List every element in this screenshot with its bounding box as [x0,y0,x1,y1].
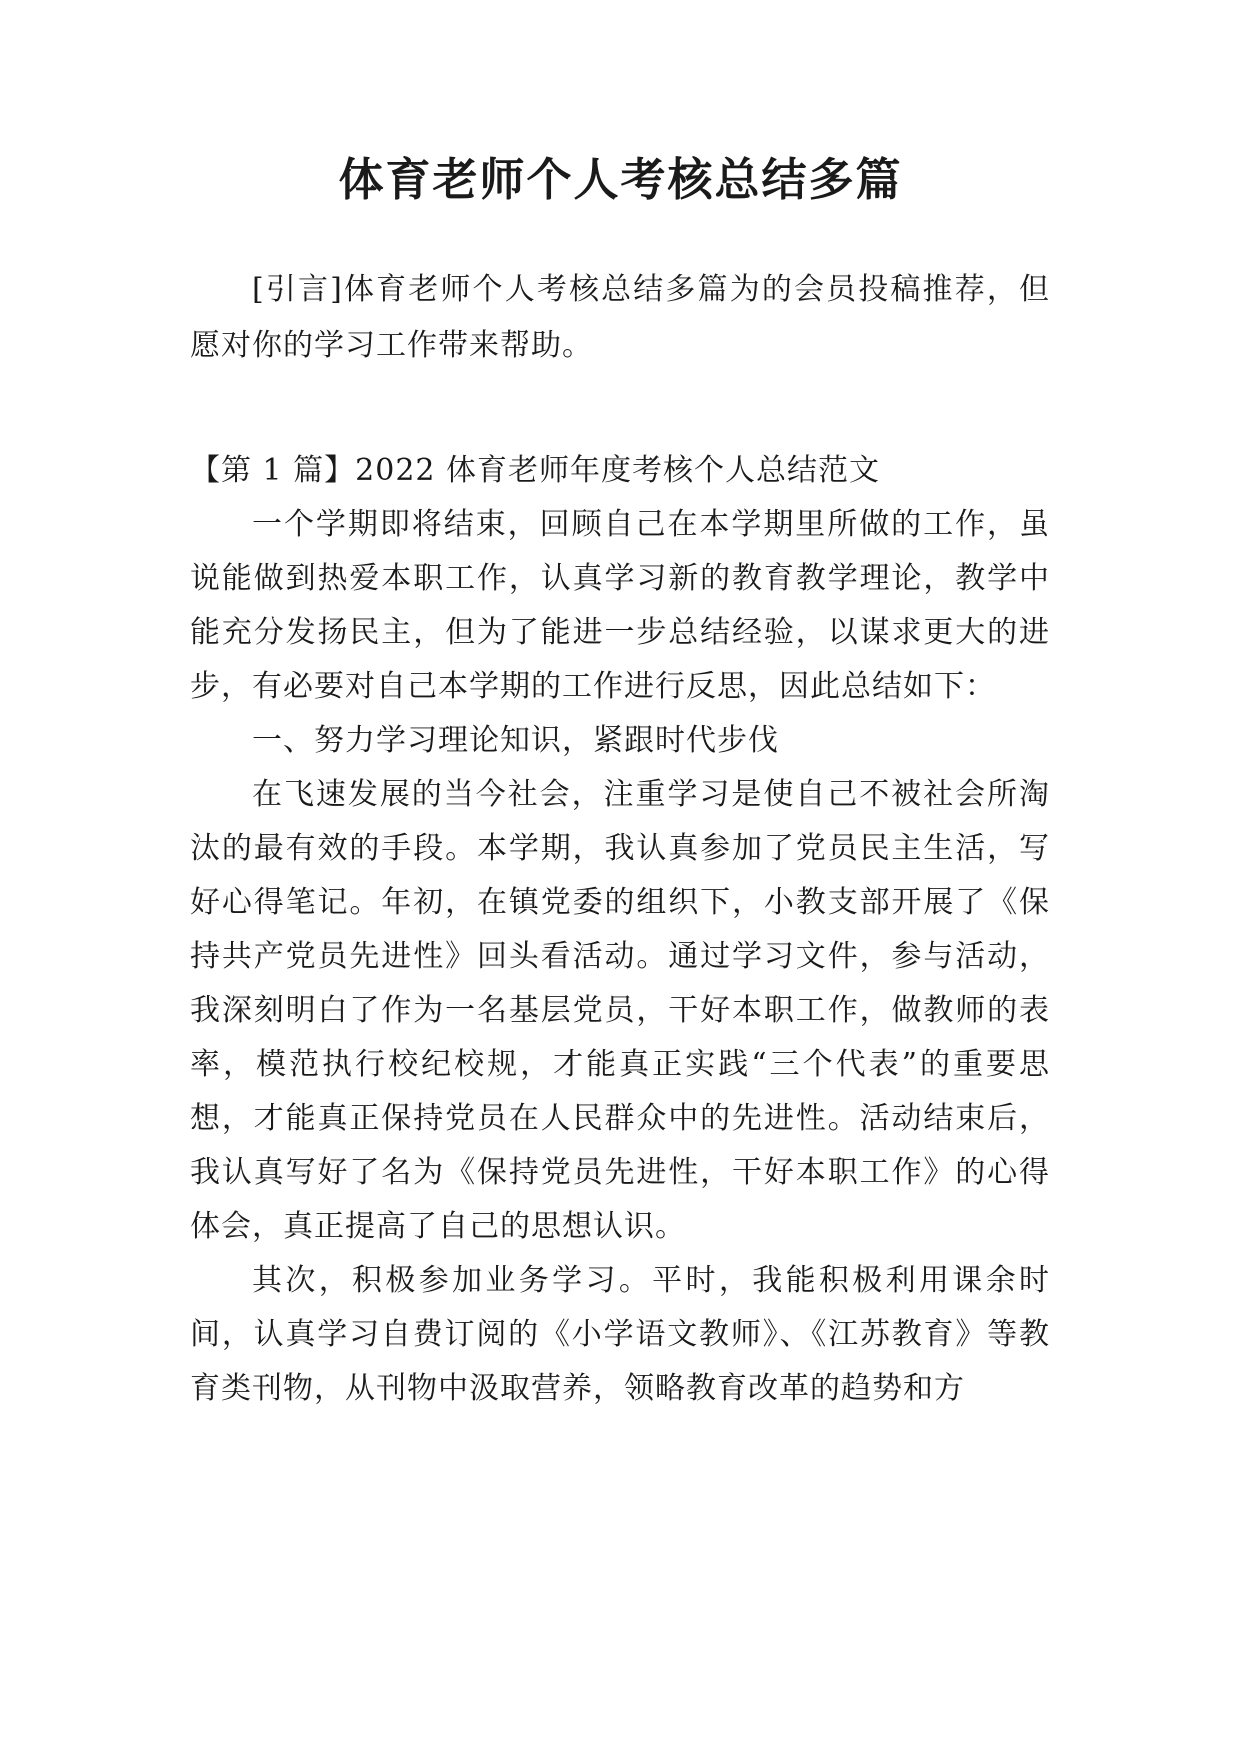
document-title: 体育老师个人考核总结多篇 [338,153,903,206]
subheading-paragraph: 一、努力学习理论知识，紧跟时代步伐 [252,723,779,758]
body-paragraph: 一个学期即将结束，回顾自己在本学期里所做的工作，虽说能做到热爱本职工作，认真学习新的教育教学理论，教学中能充分发扬民主，但为了能进一步总结经验，以谋求更大的进步，有必要对自己本学期的工作进行反思，因此总结如下： [190,507,1050,704]
body-paragraph: 其次，积极参加业务学习。平时，我能积极利用课余时间，认真学习自费订阅的《小学语文教师》、《江苏教育》等教育类刊物，从刊物中汲取营养，领略教育改革的趋势和方 [190,1263,1050,1406]
intro-paragraph: [引言]体育老师个人考核总结多篇为的会员投稿推荐，但愿对你的学习工作带来帮助。 [190,272,1050,363]
document-body [190,262,1050,1416]
body-paragraph: 在飞速发展的当今社会，注重学习是使自己不被社会所淘汰的最有效的手段。本学期，我认真参加了党员民主生活，写好心得笔记。年初，在镇党委的组织下，小教支部开展了《保持共产党员先进性》回头看活动。通过学习文件，参与活动，我深刻明白了作为一名基层党员，干好本职工作，做教师的表率，模范执行校纪校规，才能真正实践“三个代表”的重要思想，才能真正保持党员在人民群众中的先进性。活动结束后，我认真写好了名为《保持党员先进性，干好本职工作》的心得体会，真正提高了自己的思想认识。 [190,777,1050,1244]
section-heading: 【第 1 篇】2022 体育老师年度考核个人总结范文 [190,453,881,488]
